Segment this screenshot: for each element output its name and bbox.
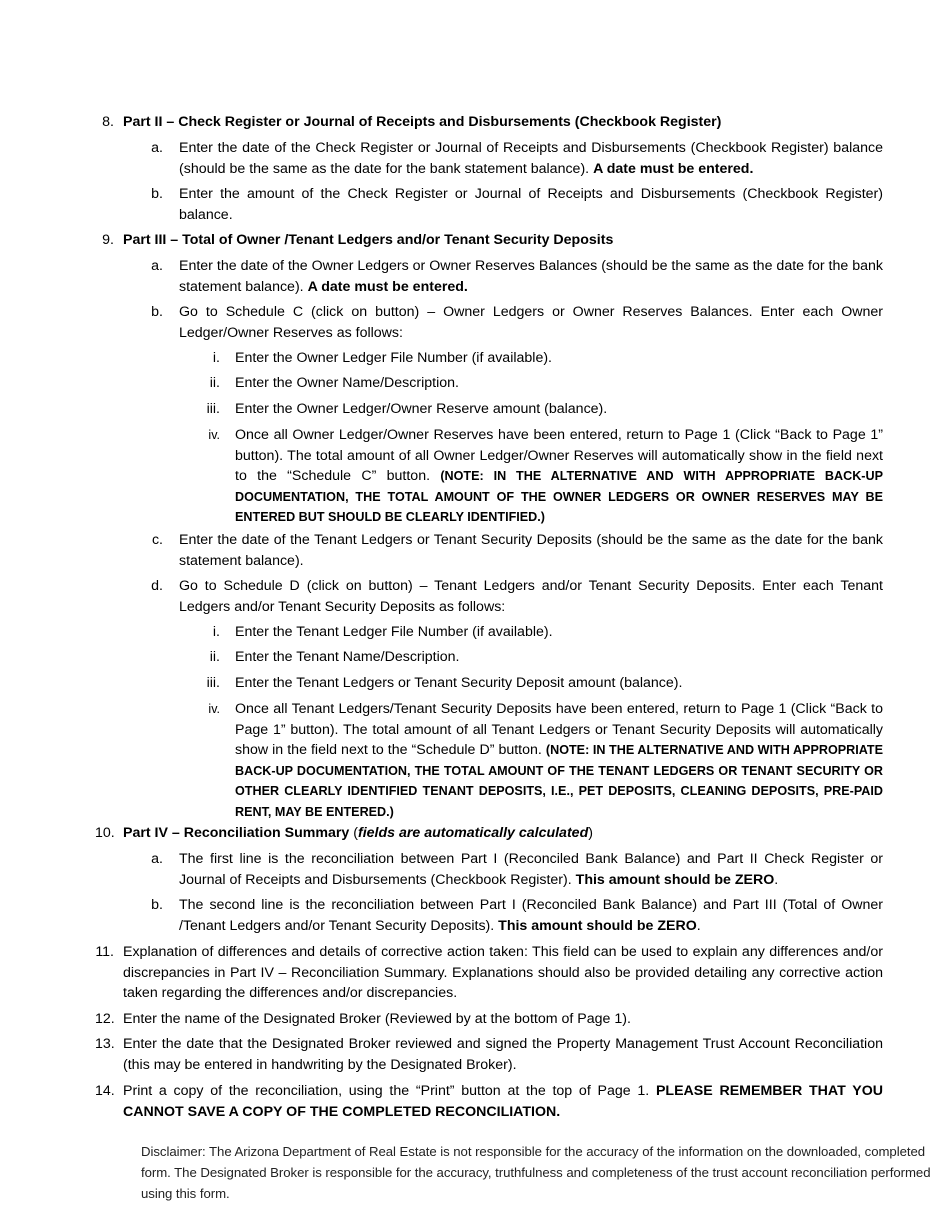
item-letter: c. (151, 532, 163, 548)
item-text: Enter the date that the Designated Broker reviewed and signed the Property Management Trust Account Reconciliation (this may be entered in handwriting by the Designated Broker). (123, 1036, 883, 1073)
item-emphasis: This amount should be ZERO (575, 871, 775, 888)
item-number: 12. (95, 1011, 115, 1027)
section-subtitle: fields are automatically calculated (357, 825, 589, 841)
item-number: 8. (102, 114, 114, 130)
item-text: Enter the Tenant Ledgers or Tenant Security Deposit amount (balance). (235, 675, 683, 691)
item-letter: a. (151, 140, 163, 156)
item-text: Enter the Owner Name/Description. (235, 375, 459, 391)
item-number: 11. (95, 944, 114, 960)
item-letter: b. (151, 897, 163, 913)
item-text: Enter the date of the Tenant Ledgers or Tenant Security Deposits (should be the same as the date for the bank statement balance). (179, 532, 883, 569)
disclaimer: Disclaimer: The Arizona Department of Real Estate is not responsible for the accuracy of the information on the downloaded, completed form. The Designated Broker is responsible for the accuracy, truthfulness and completeness of the trust account reconciliation performed using this form. (141, 1144, 931, 1201)
item-text: Print a copy of the reconciliation, using the “Print” button at the top of Page 1. (123, 1083, 650, 1099)
item-emphasis: This amount should be ZERO (498, 917, 697, 934)
item-roman: ii. (209, 375, 220, 391)
item-text: Enter the Owner Ledger File Number (if available). (235, 350, 552, 366)
item-text: Once all Owner Ledger/Owner Reserves have been entered, return to Page 1 (Click “Back to Page 1” button). The total amount of all Owner Ledger/Owner Reserves will automatically show in the field next to the “Schedule C” button. (235, 427, 883, 484)
item-letter: b. (151, 304, 163, 320)
item-text: Enter the Owner Ledger/Owner Reserve amount (balance). (235, 401, 608, 417)
item-number: 9. (102, 232, 114, 248)
item-roman: iii. (206, 401, 220, 417)
item-text: Explanation of differences and details of corrective action taken: This field can be used to explain any differences and/or discrepancies in Part IV – Reconciliation Summary. Explanations should also be provided detailing any corrective action taken regarding the differences and/or discrepancies. (123, 944, 883, 1001)
item-note: (NOTE: IN THE ALTERNATIVE AND WITH APPROPRIATE BACK-UP DOCUMENTATION, THE TOTAL AMOUNT OF THE TENANT LEDGERS OR TENANT SECURITY OR OTHER CLEARLY IDENTIFIED TENANT DEPOSITS, I.E., PET DEPOSITS, CLEANING DEPOSITS, PRE-PAID RENT, MAY BE ENTERED.) (235, 743, 883, 819)
item-text: Enter the Tenant Ledger File Number (if available). (235, 624, 553, 640)
item-text: The second line is the reconciliation between Part I (Reconciled Bank Balance) and Part III (Total of Owner /Tenant Ledgers and/or Tenant Security Deposits). (179, 897, 883, 934)
item-number: 14. (95, 1083, 115, 1099)
item-text: Go to Schedule D (click on button) – Tenant Ledgers and/or Tenant Security Deposits. Enter each Tenant Ledgers and/or Tenant Security Deposits as follows: (179, 578, 883, 615)
item-note: (NOTE: IN THE ALTERNATIVE AND WITH APPROPRIATE BACK-UP DOCUMENTATION, THE TOTAL AMOUNT OF THE OWNER LEDGERS OR OWNER RESERVES MAY BE ENTERED BUT SHOULD BE CLEARLY IDENTIFIED.) (235, 469, 883, 524)
item-emphasis: A date must be entered. (593, 160, 754, 177)
item-text: Once all Tenant Ledgers/Tenant Security Deposits have been entered, return to Page 1 (Click “Back to Page 1” button). The total amount of all Tenant Ledgers or Tenant Security Deposits will automatically show in the field next to the “Schedule D” button. (235, 701, 883, 758)
item-letter: b. (151, 186, 163, 202)
item-text: Enter the Tenant Name/Description. (235, 649, 460, 665)
item-roman: i. (212, 350, 220, 366)
item-emphasis: PLEASE REMEMBER THAT YOU CANNOT SAVE A COPY OF THE COMPLETED RECONCILIATION. (123, 1083, 883, 1120)
item-number: 13. (95, 1036, 115, 1052)
item-roman: ii. (209, 649, 220, 665)
item-roman: iv. (208, 702, 220, 716)
section-title: Part II – Check Register or Journal of Receipts and Disbursements (Checkbook Register) (123, 114, 722, 130)
item-letter: a. (151, 851, 163, 867)
section-title: Part III – Total of Owner /Tenant Ledgers and/or Tenant Security Deposits (123, 232, 614, 248)
item-number: 10. (95, 825, 115, 841)
item-roman: i. (212, 624, 220, 640)
item-text: Enter the date of the Owner Ledgers or Owner Reserves Balances (should be the same as the date for the bank statement balance). (179, 258, 883, 295)
item-text: Enter the name of the Designated Broker (Reviewed by at the bottom of Page 1). (123, 1011, 631, 1027)
item-text: The first line is the reconciliation between Part I (Reconciled Bank Balance) and Part II Check Register or Journal of Receipts and Disbursements (Checkbook Register). (179, 851, 883, 888)
item-emphasis: A date must be entered. (307, 278, 468, 295)
document-page: 8. Part II – Check Register or Journal of Receipts and Disbursements (Checkbook Register) a. Enter the date of the Check Register or Journal of Receipts and Disbursements (Checkbook Register) balance (should be the same as the date for the bank statement balance). A date must be entered. b. Enter the amount of the Check Register or Journal of Receipts and Disbursements (Checkbook Register) balance. 9. Part III – Total of Owner /Tenant Ledgers and/or Tenant Security Deposits a. Enter the date of the Owner Ledgers or Owner Reserves Balances (should be the same as the date for the bank statement balance). A date must be entered. b. Go to Schedule C (click on button) – Owner Ledgers or Owner Reserves Balances. Enter each Owner Ledger/Owner Reserves as follows: i. Enter the Owner Ledger File Number (if available). ii. Enter the Owner Name/Description. iii. Enter the Owner Ledger/Owner Reserve amount (balance). iv. Once all Owner Ledger/Owner Reserves have been entered, return to Page 1 (Click “Back to Page 1” button). The total amount of all Owner Ledger/Owner Reserves will automatically show in the field next to the “Schedule C” button. (NOTE: IN THE ALTERNATIVE AND WITH APPROPRIATE BACK-UP DOCUMENTATION, THE TOTAL AMOUNT OF THE OWNER LEDGERS OR OWNER RESERVES MAY BE ENTERED BUT SHOULD BE CLEARLY IDENTIFIED.) c. Enter the date of the Tenant Ledgers or Tenant Security Deposits (should be the same as the date for the bank statement balance). d. Go to Schedule D (click on button) – Tenant Ledgers and/or Tenant Security Deposits. Enter each Tenant Ledgers and/or Tenant Security Deposits as follows: i. Enter the Tenant Ledger File Number (if available). ii. Enter the Tenant Name/Description. iii. Enter the Tenant Ledgers or Tenant Security Deposit amount (balance). iv. Once all Tenant Ledgers/Tenant Security Deposits have been entered, return to Page 1 (Click “Back to Page 1” button). The total amount of all Tenant Ledgers or Tenant Security Deposits will automatically show in the field next to the “Schedule D” button. (NOTE: IN THE ALTERNATIVE AND WITH APPROPRIATE BACK-UP DOCUMENTATION, THE TOTAL AMOUNT OF THE TENANT LEDGERS OR TENANT SECURITY OR OTHER CLEARLY IDENTIFIED TENANT DEPOSITS, I.E., PET DEPOSITS, CLEANING DEPOSITS, PRE-PAID RENT, MAY BE ENTERED.) 10. Part IV – Reconciliation Summary (fields are automatically calculated) a. The first line is the reconciliation between Part I (Reconciled Bank Balance) and Part II Check Register or Journal of Receipts and Disbursements (Checkbook Register). This amount should be ZERO. b. The second line is the reconciliation between Part I (Reconciled Bank Balance) and Part III (Total of Owner /Tenant Ledgers and/or Tenant Security Deposits). This amount should be ZERO. 11. Explanation of differences and details of corrective action taken: This field can be used to explain any differences and/or discrepancies in Part IV – Reconciliation Summary. Explanations should also be provided detailing any corrective action taken regarding the differences and/or discrepancies. 12. Enter the name of the Designated Broker (Reviewed by at the bottom of Page 1). 13. Enter the date that the Designated Broker reviewed and signed the Property Management Trust Account Reconciliation (this may be entered in handwriting by the Designated Broker). 14. Print a copy of the reconciliation, using the “Print” button at the top of Page 1. PLEASE REMEMBER THAT YOU CANNOT SAVE A COPY OF THE COMPLETED RECONCILIATION. Disclaimer: The Arizona Department of Real Estate is not responsible for the accuracy of the information on the downloaded, completed form. The Designated Broker is responsible for the accuracy, truthfulness and completeness of the trust account reconciliation performed using this form. (0, 0, 950, 1230)
item-letter: d. (151, 578, 163, 594)
item-text: Go to Schedule C (click on button) – Owner Ledgers or Owner Reserves Balances. Enter each Owner Ledger/Owner Reserves as follows: (179, 304, 883, 341)
item-text: Enter the amount of the Check Register or Journal of Receipts and Disbursements (Checkbook Register) balance. (179, 186, 883, 223)
item-text: Enter the date of the Check Register or Journal of Receipts and Disbursements (Checkbook Register) balance (should be the same as the date for the bank statement balance). (179, 140, 883, 177)
item-roman: iv. (208, 428, 220, 442)
item-letter: a. (151, 258, 163, 274)
section-title: Part IV – Reconciliation Summary (123, 825, 350, 841)
item-roman: iii. (206, 675, 220, 691)
